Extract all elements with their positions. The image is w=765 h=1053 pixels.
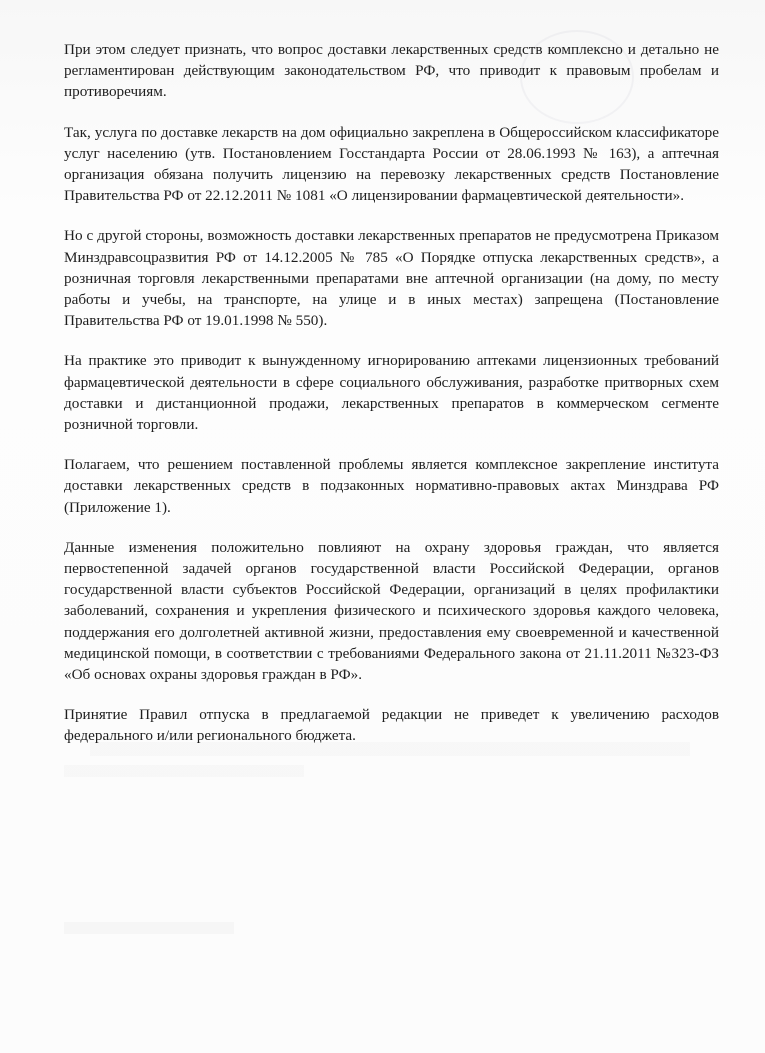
show-through-text <box>64 765 304 777</box>
document-body <box>64 39 719 766</box>
paragraph-health-impact: Данные изменения положительно повлияют на охрану здоровья граждан, что является первостепенной задачей органов государственной власти Российской Федерации, органов государственной власти субъектов Российской Федерации, организаций в целях профилактики заболеваний, сохранения и укрепления физического и психического здоровья каждого человека, поддержания его долголетней активной жизни, предоставления ему своевременной и качественной медицинской помощи, в соответствии с требованиями Федерального закона от 21.11.2011 №323-ФЗ «Об основах охраны здоровья граждан в РФ». <box>64 538 719 684</box>
paragraph-budget: Принятие Правил отпуска в предлагаемой редакции не приведет к увеличению расходов федерального и/или регионального бюджета. <box>64 706 719 745</box>
paragraph-solution: Полагаем, что решением поставленной проблемы является комплексное закрепление института доставки лекарственных средств в подзаконных нормативно-правовых актах Минздрава РФ (Приложение 1). <box>64 456 719 516</box>
show-through-text <box>64 922 234 934</box>
paragraph-practice: На практике это приводит к вынужденному игнорированию аптеками лицензионных требований фармацевтической деятельности в сфере социального обслуживания, разработке притворных схем доставки и дистанционной продажи, лекарственных препаратов в коммерческом сегменте розничной торговли. <box>64 352 719 434</box>
paragraph-other-side: Но с другой стороны, возможность доставки лекарственных препаратов не предусмотрена Приказом Минздравсоцразвития РФ от 14.12.2005 № 785 «О Порядке отпуска лекарственных средств», а розничная торговля лекарственными препаратами вне аптечной организации (на дому, по месту работы и учебы, на транспорте, на улице и в иных местах) запрещена (Постановление Правительства РФ от 19.01.1998 № 550). <box>64 227 719 330</box>
paragraph-legal-gaps: При этом следует признать, что вопрос доставки лекарственных средств комплексно и детально не регламентирован действующим законодательством РФ, что приводит к правовым пробелам и противоречиям. <box>64 41 719 101</box>
paragraph-home-delivery: Так, услуга по доставке лекарств на дом официально закреплена в Общероссийском классификаторе услуг населению (утв. Постановлением Госстандарта России от 28.06.1993 № 163), а аптечная организация обязана получить лицензию на перевозку лекарственных средств Постановление Правительства РФ от 22.12.2011 № 1081 «О лицензировании фармацевтической деятельности». <box>64 123 719 205</box>
